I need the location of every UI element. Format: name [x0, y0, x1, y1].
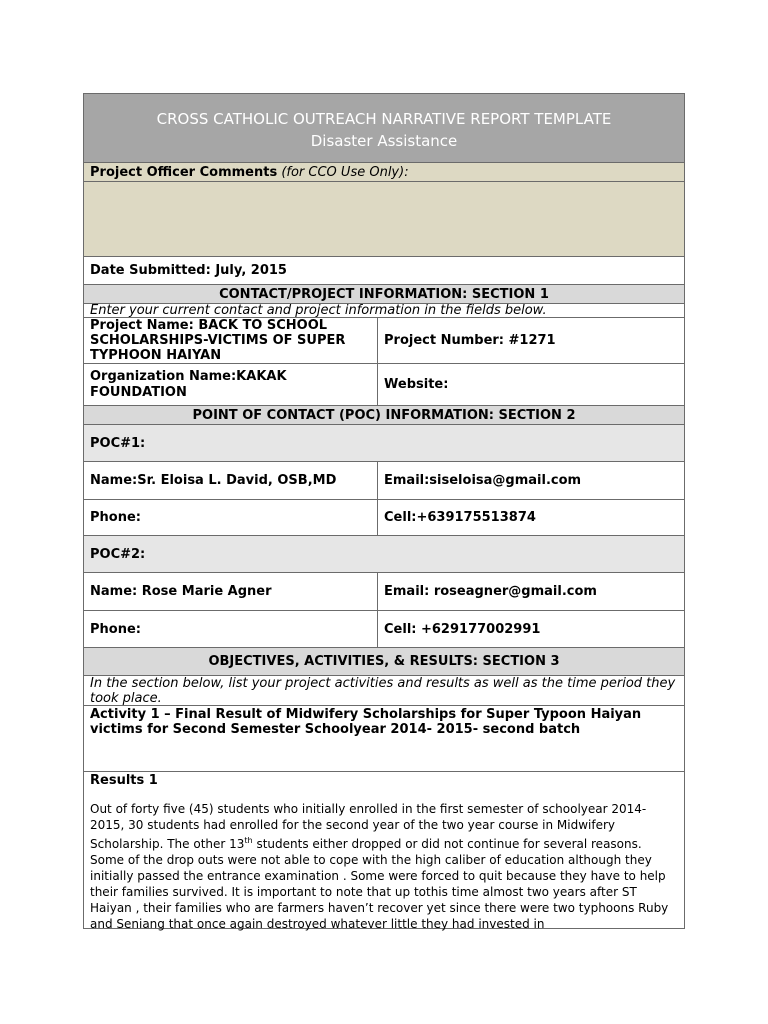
poc2-cell: Cell: +629177002991 — [384, 621, 541, 637]
activity1: Activity 1 – Final Result of Midwifery Scholarships for Super Typoon Haiyan victims for Second Semester Schoolyear 2014- 2015- second batch — [84, 706, 684, 772]
report-subtitle: Disaster Assistance — [310, 132, 458, 150]
results1-label: Results 1 — [90, 773, 158, 788]
results1-text: Out of forty five (45) students who initially enrolled in the first semester of schoolyear 2014-2015, 30 students had enrolled for the second year of the two year course in Midwifery Scholarship. The other 13th students either dropped or did not continue for several reasons. Some of the drop outs were not able to cope with the high caliber of education although they initially passed the entrance examination . Some were forced to quit because they have to help their families survived. It is important to note that up tothis time almost two years after ST Haiyan , their families who are farmers haven’t recover yet since there were two typhoons Ruby and Seniang that once again destroyed whatever little they had invested in — [90, 802, 669, 931]
poc2-label: POC#2: — [84, 536, 684, 573]
section3-title: OBJECTIVES, ACTIVITIES, & RESULTS: SECTION 3 — [84, 648, 684, 676]
organization-row — [84, 364, 684, 406]
poc2-phone: Phone: — [84, 611, 378, 647]
poc1-phone: Phone: — [84, 500, 378, 535]
section1-title: CONTACT/PROJECT INFORMATION: SECTION 1 — [84, 285, 684, 304]
poc1-name: Name:Sr. Eloisa L. David, OSB,MD — [84, 462, 378, 499]
website: Website: — [384, 377, 449, 392]
project-name: Project Name: BACK TO SCHOOL SCHOLARSHIPS-VICTIMS OF SUPER TYPHOON HAIYAN — [84, 318, 378, 363]
poc2-phone-row — [84, 611, 684, 648]
officer-comments-note: (for CCO Use Only): — [281, 164, 409, 180]
poc1-phone-row — [84, 500, 684, 536]
date-submitted: Date Submitted: July, 2015 — [84, 257, 684, 285]
poc1-email: Email:siseloisa@gmail.com — [384, 473, 582, 488]
report-form — [83, 93, 685, 929]
project-number: Project Number: #1271 — [384, 333, 556, 348]
section1-instruction: Enter your current contact and project information in the fields below. — [84, 304, 684, 318]
section3-instruction: In the section below, list your project activities and results as well as the time period they took place. — [84, 676, 684, 706]
poc1-name-row — [84, 462, 684, 500]
report-header — [84, 94, 684, 163]
officer-comments-field[interactable] — [84, 182, 684, 257]
poc1-cell: Cell:+639175513874 — [384, 510, 536, 525]
project-row — [84, 318, 684, 364]
organization-name: Organization Name:KAKAK FOUNDATION — [84, 364, 378, 405]
poc2-name: Name: Rose Marie Agner — [84, 573, 378, 610]
poc2-email: Email: roseagner@gmail.com — [384, 584, 597, 599]
poc1-label: POC#1: — [84, 425, 684, 462]
officer-comments-label-row — [84, 163, 684, 182]
poc2-name-row — [84, 573, 684, 611]
results1-block — [84, 772, 684, 931]
section2-title: POINT OF CONTACT (POC) INFORMATION: SECTION 2 — [84, 406, 684, 425]
officer-comments-label: Project Officer Comments — [90, 164, 278, 180]
report-title: CROSS CATHOLIC OUTREACH NARRATIVE REPORT TEMPLATE — [156, 110, 612, 128]
